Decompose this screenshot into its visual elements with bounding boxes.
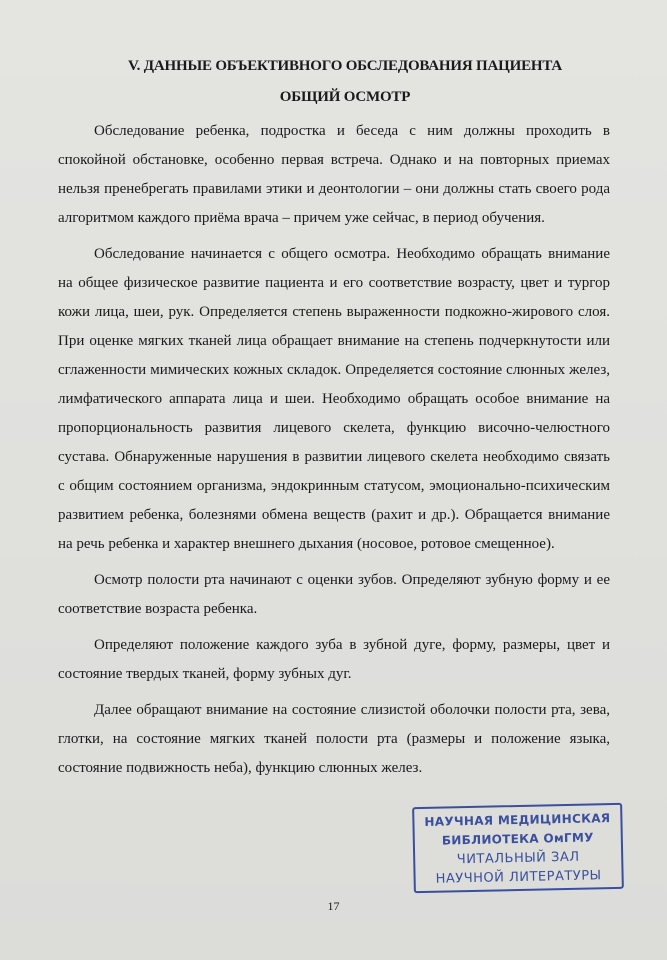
paragraph-4: Определяют положение каждого зуба в зубной дуге, форму, размеры, цвет и состояние твердых тканей, форму зубных дуг.: [58, 637, 610, 682]
paragraph-5: Далее обращают внимание на состояние слизистой оболочки полости рта, зева, глотки, на состояние мягких тканей полости рта (размеры и положение языка, состояние подвижность неба), функцию слюнных желез.: [58, 702, 610, 776]
subsection-heading: ОБЩИЙ ОСМОТР: [279, 89, 411, 105]
section-heading: V. ДАННЫЕ ОБЪЕКТИВНОГО ОБСЛЕДОВАНИЯ ПАЦИЕНТА: [127, 58, 563, 74]
library-stamp: [412, 803, 624, 893]
page-number: 17: [327, 899, 340, 913]
paragraph-3: Осмотр полости рта начинают с оценки зубов. Определяют зубную форму и ее соответствие возраста ребенка.: [58, 572, 610, 617]
stamp-line-2: БИБЛИОТЕКА ОмГМУ: [441, 830, 594, 848]
stamp-line-4: НАУЧНОЙ ЛИТЕРАТУРЫ: [435, 868, 602, 887]
stamp-line-3: ЧИТАЛЬНЫЙ ЗАЛ: [456, 849, 580, 868]
stamp-line-1: НАУЧНАЯ МЕДИЦИНСКАЯ: [424, 811, 611, 829]
body-text: [58, 117, 610, 790]
paragraph-2: Обследование начинается с общего осмотра. Необходимо обращать внимание на общее физическое развитие пациента и его соответствие возрасту, цвет и тургор кожи лица, шеи, рук. Определяется степень выраженности подкожно-жирового слоя. При оценке мягких тканей лица обращает внимание на степень подчеркнутости или сглаженности мимических кожных складок. Определяется состояние слюнных желез, лимфатического аппарата лица и шеи. Необходимо обращать особое внимание на пропорциональность развития лицевого скелета, функцию височно-челюстного сустава. Обнаруженные нарушения в развитии лицевого скелета необходимо связать с общим состоянием организма, эндокринным статусом, эмоционально-психическим развитием ребенка, болезнями обмена веществ (рахит и др.). Обращается внимание на речь ребенка и характер внешнего дыхания (носовое, ротовое смещенное).: [58, 246, 610, 552]
paragraph-1: Обследование ребенка, подростка и беседа с ним должны проходить в спокойной обстановке, особенно первая встреча. Однако и на повторных приемах нельзя пренебрегать правилами этики и деонтологии – они должны стать своего рода алгоритмом каждого приёма врача – причем уже сейчас, в период обучения.: [58, 123, 610, 226]
